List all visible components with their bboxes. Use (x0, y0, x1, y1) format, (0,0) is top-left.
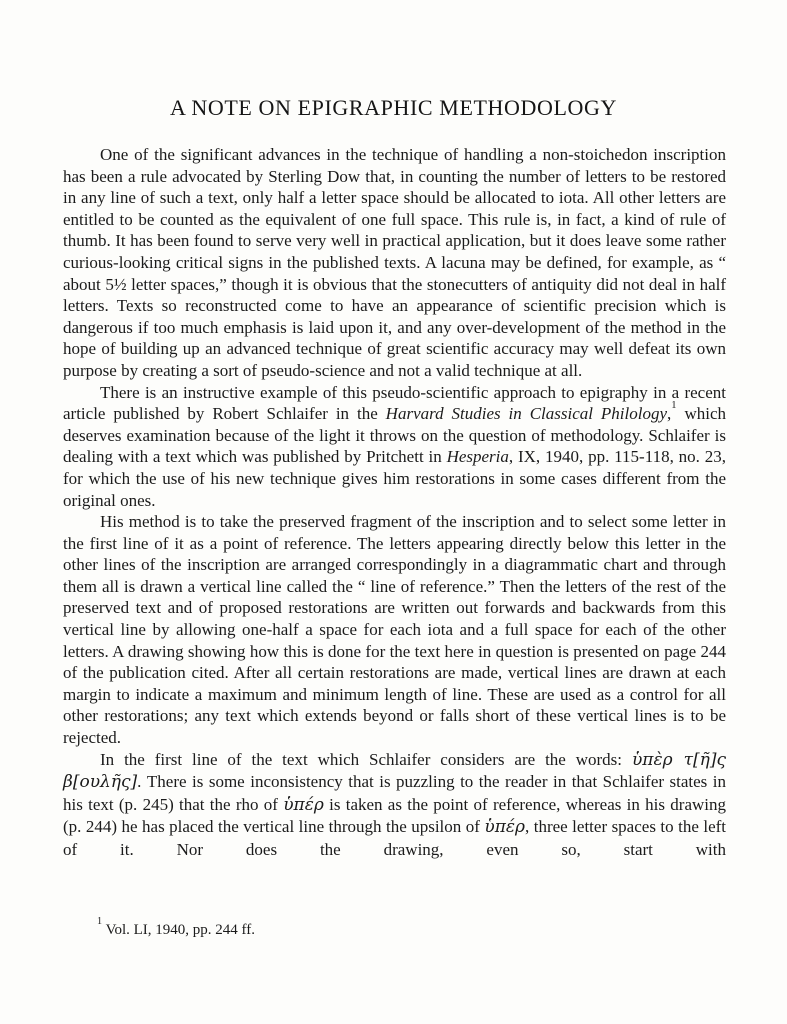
text-run: , IX, 1940, pp. 115-118, no. 23, for which the use of his new technique gives him restorations in some cases different from the original ones. (63, 447, 726, 510)
greek-word-hyper: ὑπέρ (484, 817, 526, 838)
paragraph-2 (63, 382, 726, 512)
greek-word-hyper: ὑπέρ (283, 794, 324, 815)
greek-phrase-hyper-tes-boules: ὑπὲρ τ[ῆ]ς β[ουλῆς] (63, 749, 726, 793)
footnote-reference-1: 1 (671, 399, 677, 411)
text-run: . There is some inconsistency that is puzzling to the reader in that Schlaifer states in his text (p. 245) that the rho of (63, 772, 726, 814)
text-run: , three letter spaces to the left of it. Nor does the drawing, even so, start with (63, 817, 726, 859)
paragraph-1: One of the significant advances in the technique of handling a non-stoichedon inscription has been a rule advocated by Sterling Dow that, in counting the number of letters to be restored in any line of such a text, only half a letter space should be allocated to iota. All other letters are entitled to be counted as the equivalent of one full space. This rule is, in fact, a kind of rule of thumb. It has been found to serve very well in practical application, but it does leave some rather curious-looking critical signs in the published texts. A lacuna may be defined, for example, as “ about 5½ letter spaces,” though it is obvious that the stonecutters of antiquity did not deal in half letters. Texts so reconstructed come to have an appearance of scientific precision which is dangerous if too much emphasis is laid upon it, and any over-development of the method in the hope of building up an advanced technique of great scientific accuracy may well defeat its own purpose by creating a sort of pseudo-science and not a valid technique at all. (63, 145, 726, 380)
footnote-marker: 1 (97, 915, 103, 927)
text-run: There is an instructive example of this pseudo-scientific approach to epigraphy in a recent article published by Robert Schlaifer in the (63, 382, 726, 424)
paragraph-3: His method is to take the preserved fragment of the inscription and to select some letter in the first line of it as a point of reference. The letters appearing directly below this letter in the other lines of the inscription are arranged correspondingly in a diagrammatic chart and through them all is drawn a vertical line called the “ line of reference.” Then the letters of the rest of the preserved text and of proposed restorations are written out forwards and backwards from this vertical line by allowing one-half a space for each iota and a full space for each of the other letters. A drawing showing how this is done for the text here in question is presented on page 244 of the publication cited. After all certain restorations are made, vertical lines are drawn at each margin to indicate a maximum and minimum length of line. These are used as a control for all other restorations; any text which extends beyond or falls short of these vertical lines is to be rejected. (63, 512, 726, 748)
text-run: is taken as the point of reference, whereas in his drawing (p. 244) he has placed the vertical line through the upsilon of (63, 794, 726, 837)
journal-title-hesperia: Hesperia (446, 447, 509, 467)
footnote-text: Vol. LI, 1940, pp. 244 ff. (105, 922, 256, 938)
paragraph-4 (63, 749, 726, 861)
text-run: which deserves examination because of the light it throws on the question of methodology. Schlaifer is dealing with a text which was published by Pritchett in (63, 404, 727, 467)
text-run: In the first line of the text which Schlaifer considers are the words: (100, 749, 632, 769)
article-body (63, 144, 726, 861)
text-run: , (667, 404, 672, 424)
journal-title-harvard-studies: Harvard Studies in Classical Philology (385, 404, 668, 424)
footnote (63, 915, 726, 940)
page-title: A NOTE ON EPIGRAPHIC METHODOLOGY (170, 95, 617, 120)
